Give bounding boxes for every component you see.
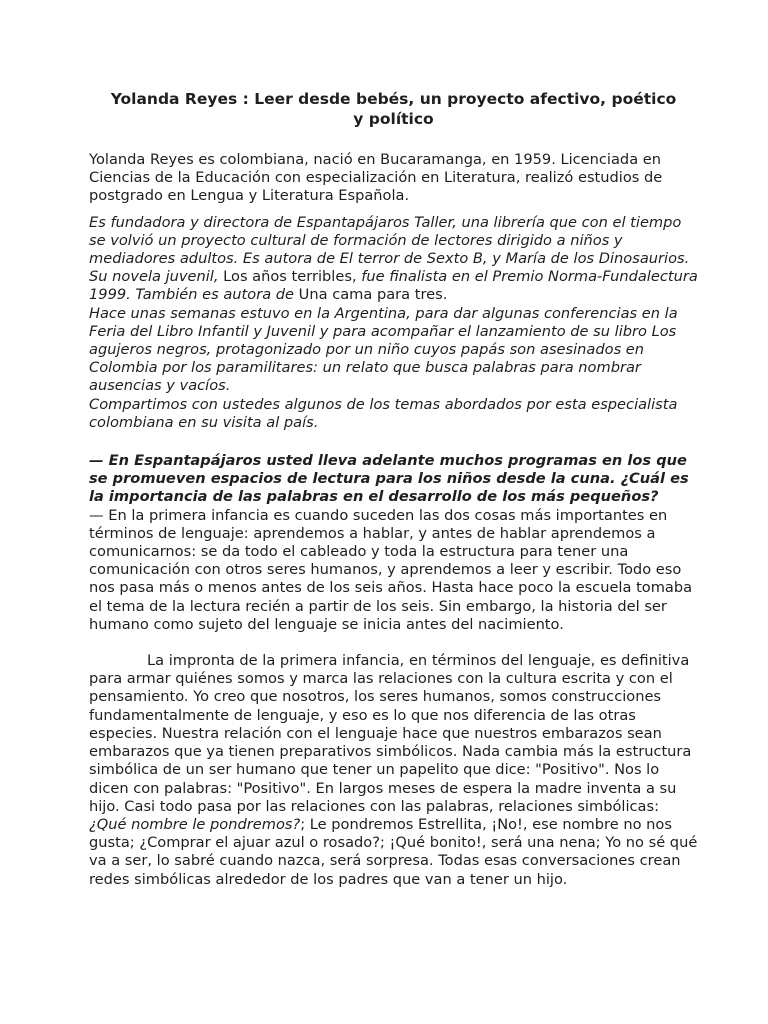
paragraph-3-italic-question: ¿Qué nombre le pondremos?	[89, 815, 301, 833]
bio-text-c: fue finalista en el Premio Norma-Fundalectura 1999. También es autora de	[89, 268, 698, 304]
paragraph-3-text-c: ; Le pondremos Estrellita, ¡No!, ese nombre no nos gusta; ¿Comprar el ajuar azul o rosado?; ¡Qué bonito!, será una nena; Yo no sé qué va a ser, lo sabré cuando nazca, será sorpresa. Todas esas conversaciones crean redes simbólicas alrededor de los padres que van a tener un hijo.	[89, 815, 698, 888]
bio-text-f: Compartimos con ustedes algunos de los temas abordados por esta especialista colombiana en su visita al país.	[89, 395, 678, 431]
page-title: Yolanda Reyes : Leer desde bebés, un proyecto afectivo, poético y político	[110, 90, 677, 128]
document-page	[0, 89, 768, 1024]
paragraph-3	[89, 652, 698, 889]
paragraph-3-text-a: La impronta de la primera infancia, en términos del lenguaje, es definitiva para armar quiénes somos y marca las relaciones con la cultura escrita y con el pensamiento. Yo creo que nosotros, los seres humanos, somos construcciones fundamentalmente de lenguaje, y eso es lo que nos diferencia de las otras especies. Nuestra relación con el lenguaje hace que nuestros embarazos sean embarazos que ya tienen preparativos simbólicos. Nada cambia más la estructura simbólica de un ser humano que tener un papelito que dice: "Positivo". Nos lo dicen con palabras: "Positivo". En largos meses de espera la madre inventa a su hijo. Casi todo pasa por las relaciones con las palabras, relaciones simbólicas:	[89, 652, 692, 815]
bio-block	[89, 214, 698, 432]
interview-answer: — En la primera infancia es cuando suceden las dos cosas más importantes en términos de lenguaje: aprendemos a hablar, y antes de hablar aprendemos a comunicarnos: se da todo el cableado y toda la estructura para tener una comunicación con otros seres humanos, y aprendemos a leer y escribir. Todo eso nos pasa más o menos antes de los seis años. Hasta hace poco la escuela tomaba el tema de la lectura recién a partir de los seis. Sin embargo, la historia del ser humano como sujeto del lenguaje se inicia antes del nacimiento.	[89, 506, 693, 633]
intro-paragraph: Yolanda Reyes es colombiana, nació en Bucaramanga, en 1959. Licenciada en Ciencias de la Educación con especialización en Literatura, realizó estudios de postgrado en Lengua y Literatura Española.	[89, 151, 663, 205]
bio-book-title: Una cama para tres.	[294, 286, 448, 304]
bio-text-e: Hace unas semanas estuvo en la Argentina, para dar algunas conferencias en la Feria del Libro Infantil y Juvenil y para acompañar el lanzamiento de su libro Los agujeros negros, protagonizado por un niño cuyos papás son asesinados en Colombia por los paramilitares: un relato que busca palabras para nombrar ausencias y vacíos.	[89, 304, 678, 395]
interview-question: — En Espantapájaros usted lleva adelante muchos programas en los que se promueven espacios de lectura para los niños desde la cuna. ¿Cuál es la importancia de las palabras en el desarrollo de los más pequeños?	[89, 452, 689, 506]
bio-novel-title: Los años terribles,	[218, 268, 362, 286]
bio-text-a: Es fundadora y directora de Espantapájaros Taller, una librería que con el tiempo se volvió un proyecto cultural de formación de lectores dirigido a niños y mediadores adultos. Es autora de El terror de Sexto B, y María de los Dinosaurios. Su novela juvenil,	[89, 213, 690, 286]
